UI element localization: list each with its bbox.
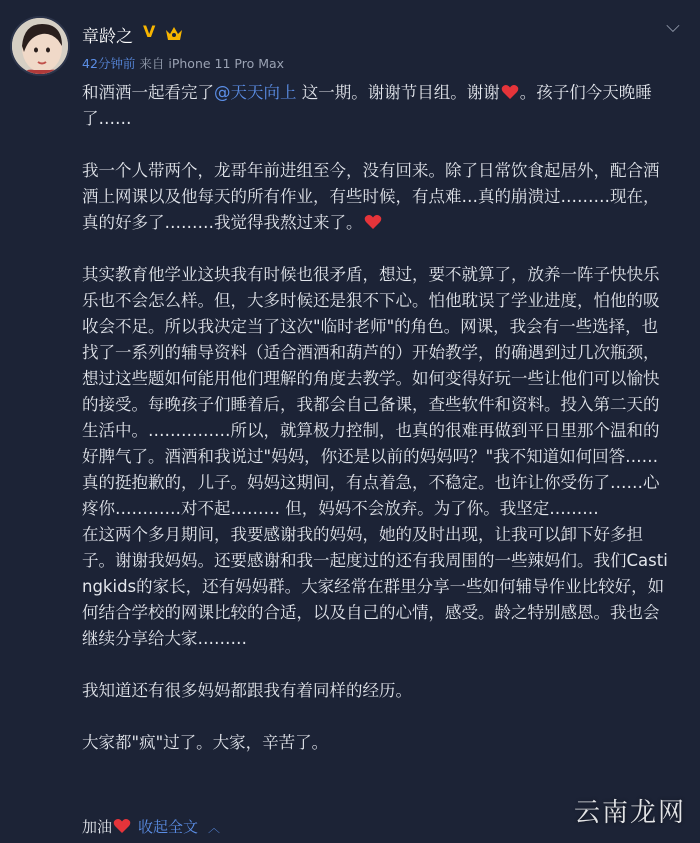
heart-icon bbox=[113, 818, 131, 834]
mention-link[interactable]: @天天向上 bbox=[214, 83, 297, 102]
post-paragraph-3: 其实教育他学业这块我有时候也很矛盾，想过，要不就算了，放养一阵子快快乐乐也不会怎么样。但，大多时候还是狠不下心。怕他耽误了学业进度，怕他的吸收会不足。所以我决定当了这次"临时老师"的角色。网课，我会有一些选择，也找了一系列的辅导资料（适合酒酒和葫芦的）开始教学，的确遇到过几次瓶颈，想过这些题如何能用他们理解的角度去教学。如何变得好玩一些让他们可以愉快的接受。每晚孩子们睡着后，我都会自己备课，查些软件和资料。投入第二天的生活中。……………所以，就算极力控制，也真的很难再做到平日里那个温和的好脾气了。酒酒和我说过"妈妈，你还是以前的妈妈吗？"我不知道如何回答……真的挺抱歉的，儿子。妈妈这期间，有点着急，不稳定。也许让你受伤了……心疼你…………对不起……… 但，妈妈不会放弃。为了你。我坚定……… bbox=[82, 265, 660, 518]
heart-icon bbox=[501, 84, 519, 100]
menu-chevron-icon[interactable]: ⌵ bbox=[666, 16, 680, 37]
watermark: 云南龙网 bbox=[573, 798, 686, 828]
collapse-button[interactable]: 收起全文 bbox=[138, 818, 199, 836]
text-segment: 。孩子们今天晚睡了…… bbox=[82, 83, 652, 128]
verified-badge-icon: V bbox=[143, 22, 156, 41]
footer-text: 加油 bbox=[82, 818, 113, 836]
post-paragraph-5: 我知道还有很多妈妈都跟我有着同样的经历。 bbox=[82, 681, 412, 700]
text-segment: 我一个人带两个，龙哥年前进组至今，没有回来。除了日常饮食起居外，配合酒酒上网课以及他每天的所有作业，有些时候，有点难…真的崩溃过………现在，真的好多了………我觉得我熬过来了。 bbox=[82, 161, 660, 232]
crown-icon bbox=[164, 24, 184, 42]
text-segment: 和酒酒一起看完了 bbox=[82, 83, 214, 102]
post-footer bbox=[82, 816, 220, 837]
username[interactable]: 章龄之 bbox=[82, 27, 133, 47]
collapse-chevron-icon[interactable]: ︿ bbox=[208, 821, 221, 835]
post-paragraph-4: 在这两个多月期间，我要感谢我的妈妈，她的及时出现，让我可以卸下好多担子。谢谢我妈妈。还要感谢和我一起度过的还有我周围的一些辣妈们。我们Castingkids的家长，还有妈妈群。大家经常在群里分享一些如何辅导作业比较好，如何结合学校的网课比较的合适，以及自己的心情，感受。龄之特别感恩。我也会继续分享给大家……… bbox=[82, 525, 668, 648]
post-paragraph-1 bbox=[82, 80, 674, 132]
post-source: 来自 iPhone 11 Pro Max bbox=[139, 56, 285, 71]
text-segment: 这一期。谢谢节目组。谢谢 bbox=[296, 83, 500, 102]
post-meta bbox=[82, 54, 284, 72]
post-paragraph-6: 大家都"疯"过了。大家，辛苦了。 bbox=[82, 733, 329, 752]
post-body bbox=[82, 80, 674, 756]
heart-icon bbox=[364, 214, 382, 230]
avatar[interactable] bbox=[10, 16, 70, 76]
post-time[interactable]: 42分钟前 bbox=[82, 56, 136, 71]
post-header bbox=[0, 0, 700, 80]
post-paragraph-2 bbox=[82, 158, 674, 236]
